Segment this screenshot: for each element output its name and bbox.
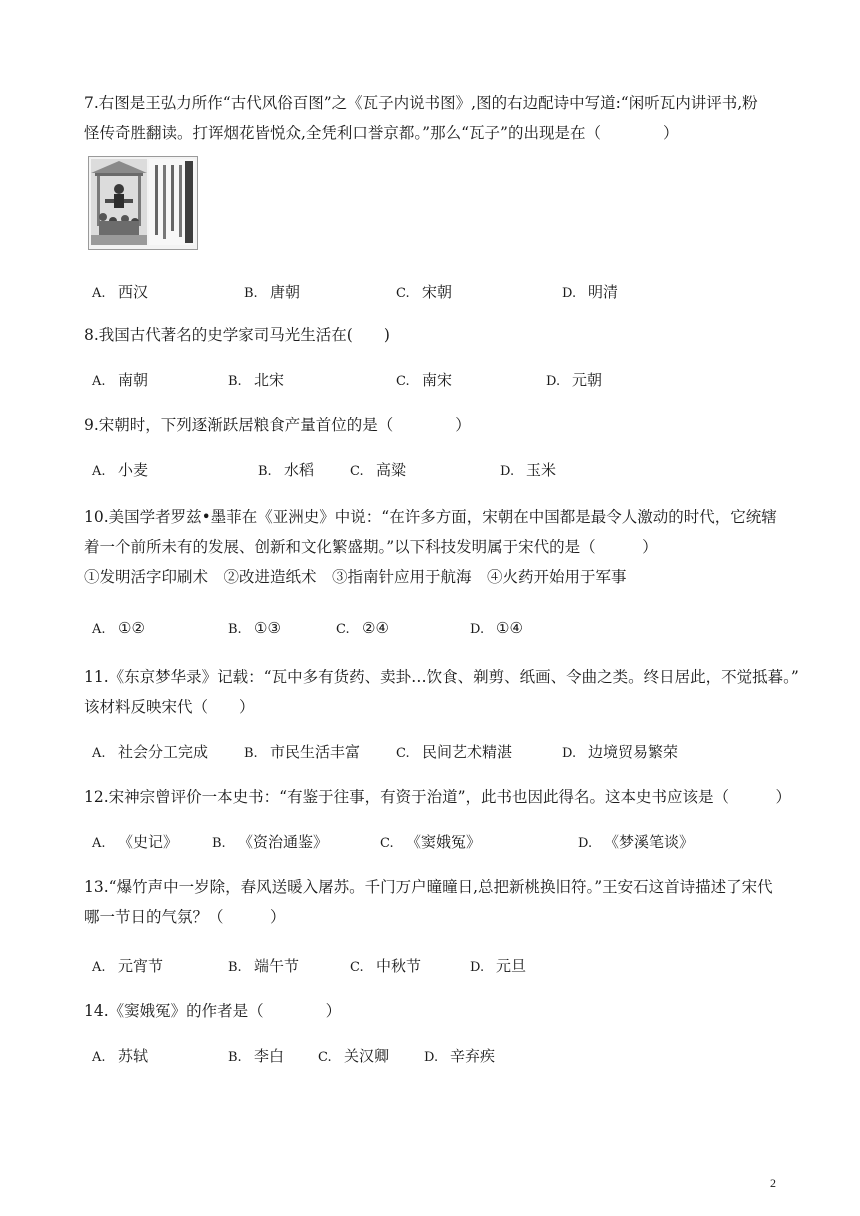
question-7 xyxy=(84,88,784,148)
option-d[interactable]: D. 元朝 xyxy=(546,371,603,389)
question-13-line-1: 13.“爆竹声中一岁除，春风送暖入屠苏。千门万户曈曈日,总把新桃换旧符。”王安石这首诗描述了宋代 xyxy=(84,878,773,896)
option-a[interactable]: A. 西汉 xyxy=(92,283,149,301)
option-c[interactable]: C. 宋朝 xyxy=(396,283,453,301)
option-c[interactable]: C. 南宋 xyxy=(396,371,453,389)
question-13 xyxy=(84,872,784,932)
question-10-line-1: 10.美国学者罗兹•墨菲在《亚洲史》中说：“在许多方面，宋朝在中国都是最令人激动的时代，它统辖 xyxy=(84,508,777,526)
option-d[interactable]: D. 元旦 xyxy=(470,957,527,975)
option-a[interactable]: A. 南朝 xyxy=(92,371,149,389)
illustration-storytelling-image xyxy=(88,156,198,250)
question-13-line-2: 哪一节日的气氛？（ ） xyxy=(84,908,286,926)
option-b[interactable]: B. 《资治通鉴》 xyxy=(212,833,329,851)
option-b[interactable]: B. 北宋 xyxy=(228,371,285,389)
option-c[interactable]: C. ②④ xyxy=(336,619,389,637)
question-8 xyxy=(84,320,784,350)
question-8-line-1: 8.我国古代著名的史学家司马光生活在( ) xyxy=(84,326,390,344)
question-12 xyxy=(84,782,792,812)
question-10-line-2: 着一个前所未有的发展、创新和文化繁盛期。”以下科技发明属于宋代的是（ ） xyxy=(84,538,658,556)
question-14-line-1: 14.《窦娥冤》的作者是（ ） xyxy=(84,1002,342,1020)
option-d[interactable]: D. 边境贸易繁荣 xyxy=(562,743,679,761)
option-a[interactable]: A. ①② xyxy=(92,619,145,637)
question-12-options xyxy=(92,830,792,854)
question-11-line-1: 11.《东京梦华录》记载：“瓦中多有货药、卖卦…饮食、剃剪、纸画、令曲之类。终日居此，不觉抵暮。” xyxy=(84,668,799,686)
option-b[interactable]: B. 端午节 xyxy=(228,957,300,975)
question-10-options xyxy=(92,616,792,640)
question-7-options xyxy=(92,280,792,304)
option-a[interactable]: A. 苏轼 xyxy=(92,1047,149,1065)
option-a[interactable]: A. 《史记》 xyxy=(92,833,179,851)
option-b[interactable]: B. 市民生活丰富 xyxy=(244,743,361,761)
page-number: 2 xyxy=(770,1176,776,1190)
illustration-scene xyxy=(91,159,147,245)
illustration-title-bar xyxy=(185,161,193,243)
option-d[interactable]: D. 明清 xyxy=(562,283,619,301)
question-9-options xyxy=(92,458,792,482)
option-d[interactable]: D. 辛弃疾 xyxy=(424,1047,496,1065)
question-9-line-1: 9.宋朝时，下列逐渐跃居粮食产量首位的是（ ） xyxy=(84,416,471,434)
question-14-options xyxy=(92,1044,792,1068)
question-10 xyxy=(84,502,784,592)
option-c[interactable]: C. 《窦娥冤》 xyxy=(380,833,482,851)
illustration-poem-panel xyxy=(149,159,195,245)
option-b[interactable]: B. ①③ xyxy=(228,619,281,637)
option-d[interactable]: D. ①④ xyxy=(470,619,523,637)
option-c[interactable]: C. 中秋节 xyxy=(350,957,422,975)
option-b[interactable]: B. 水稻 xyxy=(258,461,315,479)
option-c[interactable]: C. 高粱 xyxy=(350,461,407,479)
option-b[interactable]: B. 李白 xyxy=(228,1047,285,1065)
question-13-options xyxy=(92,954,792,978)
option-d[interactable]: D. 玉米 xyxy=(500,461,557,479)
question-8-options xyxy=(92,368,792,392)
question-11-line-2: 该材料反映宋代（ ） xyxy=(84,698,255,716)
poem-column xyxy=(155,165,158,235)
option-c[interactable]: C. 关汉卿 xyxy=(318,1047,390,1065)
question-11-options xyxy=(92,740,792,764)
question-10-statements: ①发明活字印刷术 ②改进造纸术 ③指南针应用于航海 ④火药开始用于军事 xyxy=(84,568,627,586)
question-7-line-1: 7.右图是王弘力所作“古代风俗百图”之《瓦子内说书图》,图的右边配诗中写道:“闲听瓦内讲评书,粉 xyxy=(84,94,758,112)
option-c[interactable]: C. 民间艺术精湛 xyxy=(396,743,513,761)
question-14 xyxy=(84,996,784,1026)
option-a[interactable]: A. 元宵节 xyxy=(92,957,164,975)
option-a[interactable]: A. 小麦 xyxy=(92,461,149,479)
question-12-line-1: 12.宋神宗曾评价一本史书：“有鉴于往事，有资于治道”，此书也因此得名。这本史书应该是（ ） xyxy=(84,788,792,806)
option-a[interactable]: A. 社会分工完成 xyxy=(92,743,209,761)
poem-column xyxy=(171,165,174,231)
question-11 xyxy=(84,662,799,722)
option-d[interactable]: D. 《梦溪笔谈》 xyxy=(578,833,695,851)
poem-column xyxy=(163,165,166,239)
question-9 xyxy=(84,410,784,440)
question-7-line-2: 怪传奇胜翻读。打诨烟花皆悦众,全凭利口誉京都。”那么“瓦子”的出现是在（ ） xyxy=(84,124,679,142)
poem-column xyxy=(179,165,182,237)
option-b[interactable]: B. 唐朝 xyxy=(244,283,301,301)
